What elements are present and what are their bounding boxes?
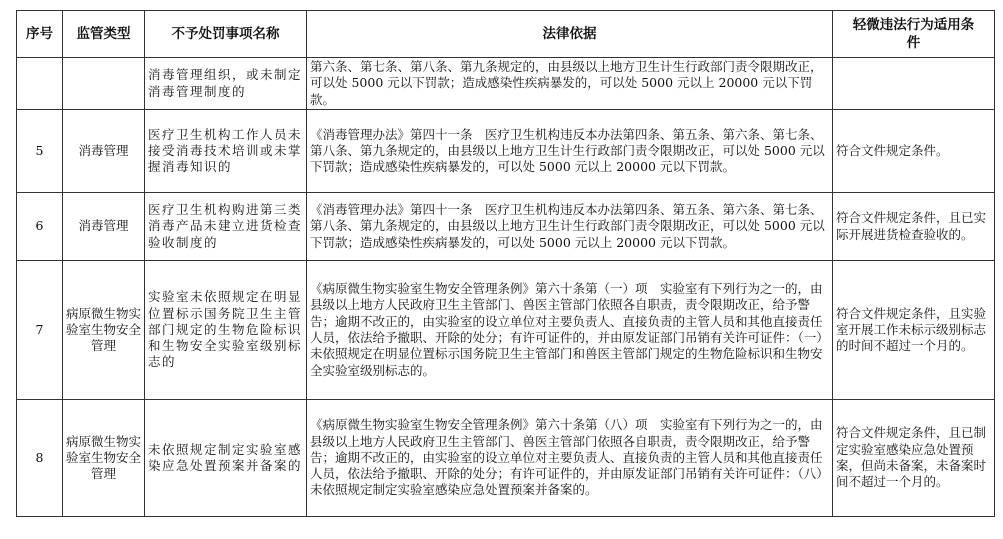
row-legal-basis: 《消毒管理办法》第四十一条 医疗卫生机构违反本办法第四条、第五条、第六条、第七条、第八条、第九条规定的，由县级以上地方卫生计生行政部门责令限期改正，可以处 5000 元以下罚款；造成感染性疾病暴发的，可以处 5000 元以上 20000 元以下罚款。 — [307, 110, 833, 193]
row-item-name: 未依照规定制定实验室感染应急处置预案并备案的 — [145, 400, 307, 517]
row-num: 7 — [17, 261, 63, 400]
row-num: 5 — [17, 110, 63, 193]
table-row — [17, 193, 995, 261]
header-num: 序号 — [17, 11, 63, 58]
header-name: 不予处罚事项名称 — [145, 11, 307, 58]
row-condition: 符合文件规定条件。 — [833, 110, 995, 193]
row-condition: 符合文件规定条件，且实验室开展工作未标示级别标志的时间不超过一个月的。 — [833, 261, 995, 400]
row-condition: 符合文件规定条件，且已实际开展进货检查验收的。 — [833, 193, 995, 261]
row-legal-basis: 《病原微生物实验室生物安全管理条例》第六十条第（八）项 实验室有下列行为之一的，由县级以上地方人民政府卫生主管部门、兽医主管部门依照各自职责，责令限期改正，给予警告；逾期不改正的，由实验室的设立单位对主要负责人、直接负责的主管人员和其他直接责任人员，依法给予撤职、开除的处分；有许可证件的，并由原发证部门吊销有关许可证件：（八）未依照规定制定实验室感染应急处置预案并备案的。 — [307, 400, 833, 517]
table-row — [17, 58, 995, 110]
row-type: 消毒管理 — [63, 110, 145, 193]
table-row — [17, 110, 995, 193]
table-row — [17, 261, 995, 400]
regulation-table — [16, 10, 995, 517]
row-legal-basis: 《病原微生物实验室生物安全管理条例》第六十条第（一）项 实验室有下列行为之一的，由县级以上地方人民政府卫生主管部门、兽医主管部门依照各自职责，责令限期改正，给予警告；逾期不改正的，由实验室的设立单位对主要负责人、直接负责的主管人员和其他直接责任人员，依法给予撤职、开除的处分；有许可证件的，并由原发证部门吊销有关许可证件：（一）未依照规定在明显位置标示国务院卫生主管部门和兽医主管部门规定的生物危险标识和生物安全实验室级别标志的。 — [307, 261, 833, 400]
table-header-row — [17, 11, 995, 58]
header-law: 法律依据 — [307, 11, 833, 58]
row-condition: 符合文件规定条件，且已制定实验室感染应急处置预案，但尚未备案，未备案时间不超过一个月的。 — [833, 400, 995, 517]
row-condition — [833, 58, 995, 110]
row-type — [63, 58, 145, 110]
table-row — [17, 400, 995, 517]
row-num: 6 — [17, 193, 63, 261]
row-type: 病原微生物实验室生物安全管理 — [63, 400, 145, 517]
row-item-name: 医疗卫生机构工作人员未接受消毒技术培训或未掌握消毒知识的 — [145, 110, 307, 193]
header-cond: 轻微违法行为适用条件 — [833, 11, 995, 58]
row-num: 8 — [17, 400, 63, 517]
row-type: 消毒管理 — [63, 193, 145, 261]
header-type: 监管类型 — [63, 11, 145, 58]
row-type: 病原微生物实验室生物安全管理 — [63, 261, 145, 400]
row-num — [17, 58, 63, 110]
row-item-name: 消毒管理组织，或未制定消毒管理制度的 — [145, 58, 307, 110]
row-legal-basis: 第六条、第七条、第八条、第九条规定的，由县级以上地方卫生计生行政部门责令限期改正，可以处 5000 元以下罚款；造成感染性疾病暴发的，可以处 5000 元以上 20000 元以下罚款。 — [307, 58, 833, 110]
row-item-name: 医疗卫生机构购进第三类消毒产品未建立进货检查验收制度的 — [145, 193, 307, 261]
row-item-name: 实验室未依照规定在明显位置标示国务院卫生主管部门规定的生物危险标识和生物安全实验室级别标志的 — [145, 261, 307, 400]
row-legal-basis: 《消毒管理办法》第四十一条 医疗卫生机构违反本办法第四条、第五条、第六条、第七条、第八条、第九条规定的，由县级以上地方卫生计生行政部门责令限期改正，可以处 5000 元以下罚款；造成感染性疾病暴发的，可以处 5000 元以上 20000 元以下罚款。 — [307, 193, 833, 261]
